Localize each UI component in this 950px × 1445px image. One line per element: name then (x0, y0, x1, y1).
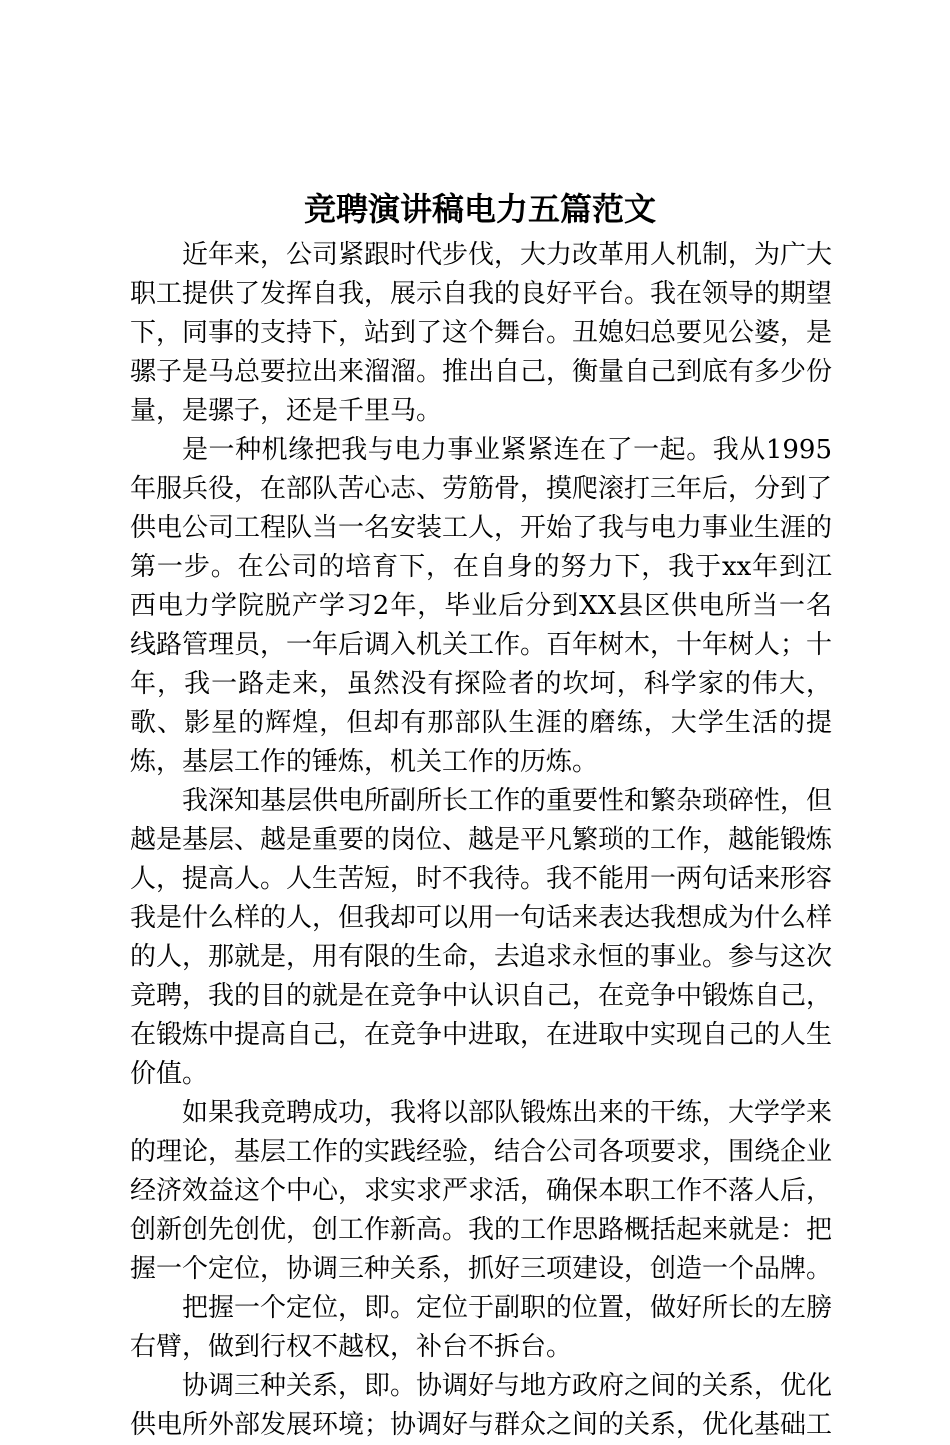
paragraph-5: 把握一个定位，即。定位于副职的位置，做好所长的左膀右臂，做到行权不越权，补台不拆台。 (130, 1293, 833, 1362)
paragraph-6: 协调三种关系，即。协调好与地方政府之间的关系，优化供电所外部发展环境；协调好与群众之间的关系，优化基础工 (130, 1371, 833, 1440)
paragraph-4: 如果我竞聘成功，我将以部队锻炼出来的干练，大学学来的理论，基层工作的实践经验，结合公司各项要求，围绕企业经济效益这个中心，求实求严求活，确保本职工作不落人后，创新创先创优，创工作新高。我的工作思路概括起来就是：把握一个定位，协调三种关系，抓好三项建设，创造一个品牌。 (130, 1098, 833, 1284)
paragraph-3: 我深知基层供电所副所长工作的重要性和繁杂琐碎性，但越是基层、越是重要的岗位、越是平凡繁琐的工作，越能锻炼人，提高人。人生苦短，时不我待。我不能用一两句话来形容我是什么样的人，但我却可以用一句话来表达我想成为什么样的人，那就是，用有限的生命，去追求永恒的事业。参与这次竞聘，我的目的就是在竞争中认识自己，在竞争中锻炼自己，在锻炼中提高自己，在竞争中进取，在进取中实现自己的人生价值。 (130, 786, 833, 1089)
paragraph-2: 是一种机缘把我与电力事业紧紧连在了一起。我从1995年服兵役，在部队苦心志、劳筋骨，摸爬滚打三年后，分到了供电公司工程队当一名安装工人，开始了我与电力事业生涯的第一步。在公司的培育下，在自身的努力下，我于xx年到江西电力学院脱产学习2年，毕业后分到XX县区供电所当一名线路管理员，一年后调入机关工作。百年树木，十年树人；十年，我一路走来，虽然没有探险者的坎坷，科学家的伟大，歌、影星的辉煌，但却有那部队生涯的磨练，大学生活的提炼，基层工作的锤炼，机关工作的历炼。 (130, 435, 833, 777)
document-title: 竞聘演讲稿电力五篇范文 (303, 190, 656, 228)
document-body (130, 236, 832, 1445)
paragraph-1: 近年来，公司紧跟时代步伐，大力改革用人机制，为广大职工提供了发挥自我，展示自我的良好平台。我在领导的期望下，同事的支持下，站到了这个舞台。丑媳妇总要见公婆，是骡子是马总要拉出来溜溜。推出自己，衡量自己到底有多少份量，是骡子，还是千里马。 (130, 240, 833, 426)
